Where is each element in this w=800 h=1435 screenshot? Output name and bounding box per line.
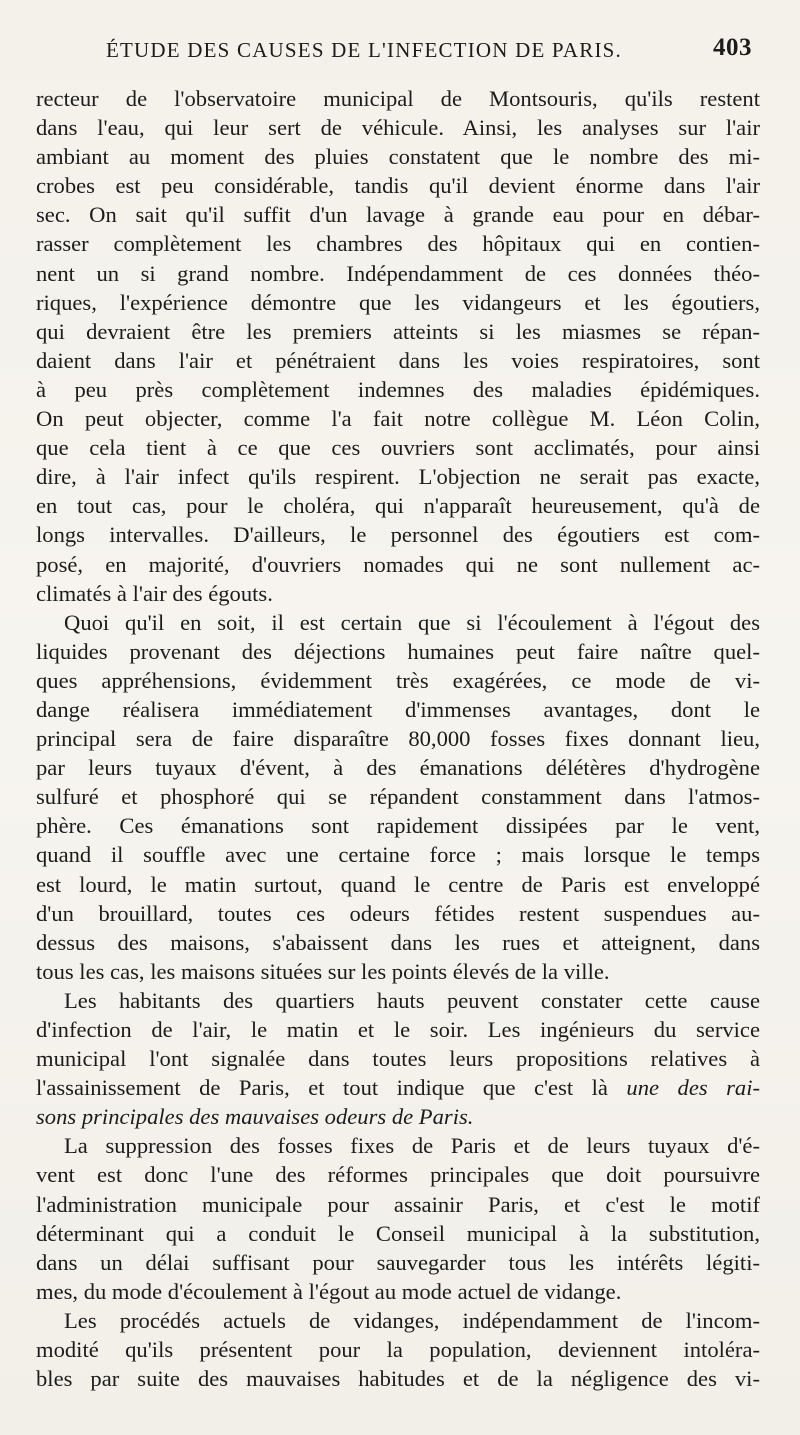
text-line: Les habitants des quartiers hauts peuvent constater cette cause	[64, 987, 760, 1013]
text-line: daient dans l'air et pénétraient dans les voies respiratoires, sont	[36, 347, 760, 373]
text-line: mes, du mode d'écoulement à l'égout au mode actuel de vidange.	[36, 1278, 622, 1304]
text-line: par leurs tuyaux d'évent, à des émanations délétères d'hydrogène	[36, 755, 760, 781]
text-line: crobes est peu considérable, tandis qu'il devient énorme dans l'air	[36, 173, 760, 199]
text-line: ambiant au moment des pluies constatent que le nombre des mi-	[36, 144, 760, 170]
text-line: quand il souffle avec une certaine force ; mais lorsque le temps	[36, 842, 760, 868]
text-line: modité qu'ils présentent pour la population, deviennent intolérа-	[36, 1337, 760, 1363]
text-line: riques, l'expérience démontre que les vidangeurs et les égoutiers,	[36, 289, 760, 315]
text-line: phère. Ces émanations sont rapidement dissipées par le vent,	[36, 813, 760, 839]
paragraph-4	[36, 1131, 760, 1306]
text-line: sec. On sait qu'il suffit d'un lavage à grande eau pour en débar-	[36, 202, 760, 228]
text-line: dire, à l'air infect qu'ils respirent. L'objection ne serait pas exacte,	[36, 464, 760, 490]
text-line: que cela tient à ce que ces ouvriers sont acclimatés, pour ainsi	[36, 435, 760, 461]
paragraph-2	[36, 608, 760, 986]
text-line: en tout cas, pour le choléra, qui n'apparaît heureusement, qu'à de	[36, 493, 760, 519]
paragraph-1	[36, 84, 760, 608]
text-line: climatés à l'air des égouts.	[36, 580, 273, 606]
text-line: recteur de l'observatoire municipal de Montsouris, qu'ils restent	[36, 86, 760, 111]
text-line: vent est donc l'une des réformes principales que doit poursuivre	[36, 1162, 760, 1188]
text-line: liquides provenant des déjections humaines peut faire naître quel-	[36, 638, 760, 664]
text-line: est lourd, le matin surtout, quand le centre de Paris est enveloppé	[36, 871, 760, 897]
text-line: dange réalisera immédiatement d'immenses avantages, dont le	[36, 696, 760, 722]
text-line: d'infection de l'air, le matin et le soir. Les ingénieurs du service	[36, 1017, 760, 1042]
text-line: municipal l'ont signalée dans toutes leurs propositions relatives à	[36, 1046, 760, 1072]
text-line: nent un si grand nombre. Indépendamment de ces données théo-	[36, 260, 760, 286]
text-line: longs intervalles. D'ailleurs, le personnel des égoutiers est com-	[36, 522, 760, 548]
italic-line: sons principales des mauvaises odeurs de Paris.	[36, 1104, 474, 1130]
text-segment: l'assainissement de Paris, et tout indique que c'est là	[36, 1075, 608, 1101]
text-line: rasser complètement les chambres des hôpitaux qui en contien-	[36, 231, 760, 257]
running-head	[36, 34, 760, 70]
italic-segment: une des rai-	[626, 1075, 760, 1101]
paragraph-3	[36, 986, 760, 1131]
text-line: sulfuré et phosphoré qui se répandent constamment dans l'atmos-	[36, 784, 760, 810]
text-line: l'administration municipale pour assainir Paris, et c'est le motif	[36, 1191, 760, 1217]
text-line: Les procédés actuels de vidanges, indépendamment de l'incom-	[64, 1307, 760, 1333]
text-line: déterminant qui a conduit le Conseil municipal à la substitution,	[36, 1220, 760, 1246]
text-line: principal sera de faire disparaître 80,000 fosses fixes donnant lieu,	[36, 726, 760, 752]
page-number: 403	[713, 34, 752, 61]
text-line: ques appréhensions, évidemment très exagérées, ce mode de vi-	[36, 667, 760, 693]
text-line: tous les cas, les maisons situées sur les points élevés de la ville.	[36, 958, 610, 984]
text-line: à peu près complètement indemnes des maladies épidémiques.	[36, 376, 760, 402]
paragraph-5	[36, 1306, 760, 1393]
text-line: dans un délai suffisant pour sauvegarder tous les intérêts légiti-	[36, 1249, 760, 1275]
text-line: d'un brouillard, toutes ces odeurs fétides restent suspendues au-	[36, 900, 760, 926]
body-text	[36, 84, 760, 1393]
text-line: qui devraient être les premiers atteints si les miasmes se répan-	[36, 318, 760, 344]
text-line: On peut objecter, comme l'a fait notre collègue M. Léon Colin,	[36, 406, 760, 432]
text-line: dessus des maisons, s'abaissent dans les rues et atteignent, dans	[36, 929, 760, 955]
text-line: bles par suite des mauvaises habitudes et de la négligence des vi-	[36, 1366, 760, 1392]
text-line: posé, en majorité, d'ouvriers nomades qui ne sont nullement ac-	[36, 551, 760, 577]
text-line: Quoi qu'il en soit, il est certain que si l'écoulement à l'égout des	[64, 609, 760, 635]
running-title: ÉTUDE DES CAUSES DE L'INFECTION DE PARIS.	[106, 38, 622, 62]
text-line: La suppression des fosses fixes de Paris et de leurs tuyaux d'é-	[64, 1133, 760, 1159]
text-line: dans l'eau, qui leur sert de véhicule. Ainsi, les analyses sur l'air	[36, 115, 760, 141]
text-line	[36, 1073, 760, 1102]
